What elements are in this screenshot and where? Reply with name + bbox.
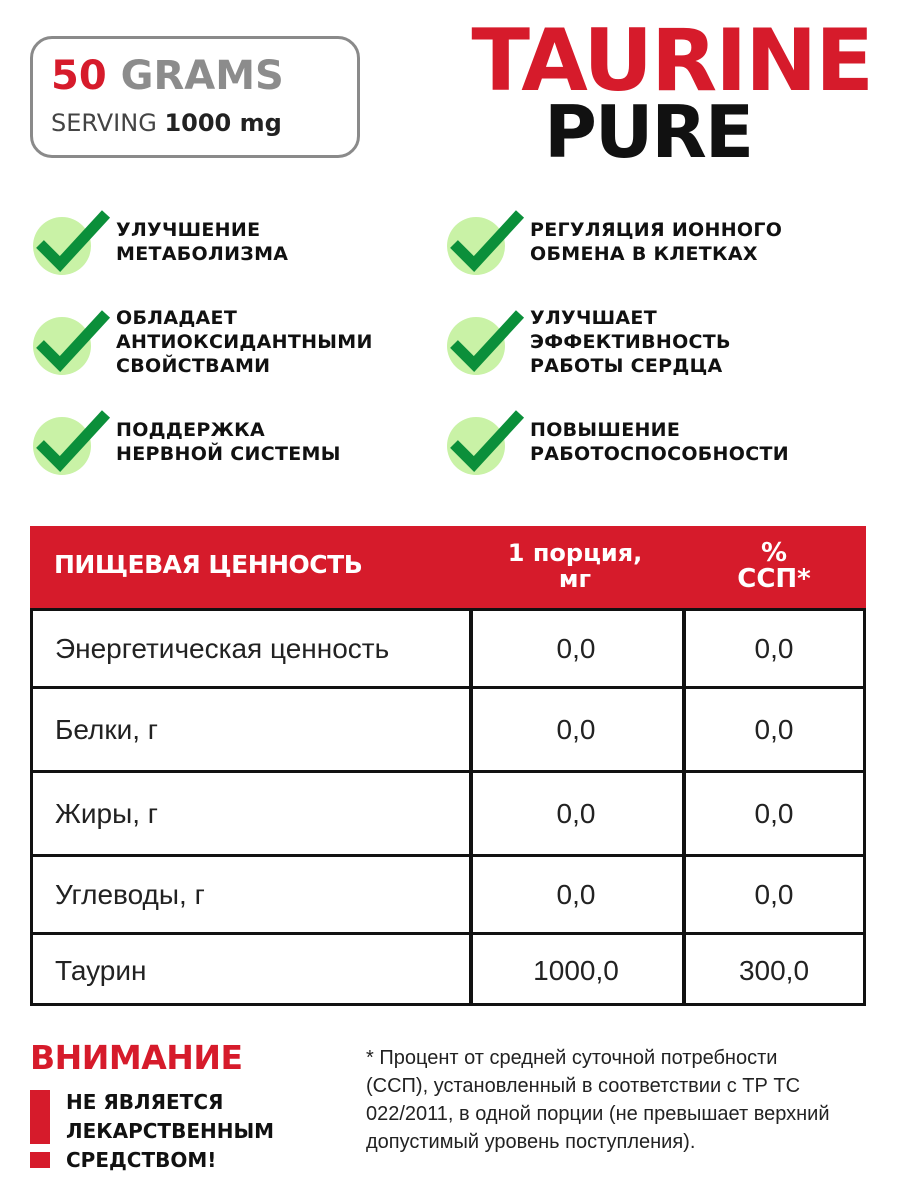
benefit-text: УЛУЧШЕНИЕ МЕТАБОЛИЗМА: [116, 219, 289, 265]
nutrient-percent-value: 0,0: [754, 632, 794, 664]
table-row: [33, 686, 863, 770]
table-row: [33, 932, 863, 1006]
badge-amount: 50: [51, 53, 107, 99]
serving-line: [51, 109, 282, 137]
benefit-item: [444, 306, 731, 378]
product-title: TAURINE: [471, 11, 872, 111]
nutrient-percent-value: 0,0: [754, 878, 794, 910]
product-subtitle: PURE: [544, 90, 752, 174]
benefit-text: ОБЛАДАЕТ АНТИОКСИДАНТНЫМИ СВОЙСТВАМИ: [116, 307, 373, 377]
benefit-item: [444, 406, 789, 478]
table-row: [33, 770, 863, 854]
nutrient-name: Таурин: [55, 954, 147, 986]
badge-unit: GRAMS: [120, 53, 284, 99]
footnote: * Процент от средней суточной потребности (ССП), установленный в соответствии с ТР ТС 022/2011, в одной порции (не превышает верхний допустимый уровень поступления).: [366, 1047, 830, 1153]
badge-amount-line: [51, 53, 284, 99]
nutrition-table: [30, 608, 866, 1006]
benefit-text: ПОВЫШЕНИЕ РАБОТОСПОСОБНОСТИ: [530, 419, 789, 465]
nutrient-name: Энергетическая ценность: [55, 632, 390, 664]
nutrient-percent-value: 300,0: [738, 954, 810, 986]
nutrient-name: Жиры, г: [55, 797, 158, 829]
check-icon: [30, 306, 110, 378]
header-portion: 1 порция, мг: [507, 539, 643, 593]
warning-text: НЕ ЯВЛЯЕТСЯ ЛЕКАРСТВЕННЫМ СРЕДСТВОМ!: [66, 1090, 275, 1172]
nutrient-portion-value: 0,0: [556, 878, 596, 910]
benefit-text: РЕГУЛЯЦИЯ ИОННОГО ОБМЕНА В КЛЕТКАХ: [530, 219, 783, 265]
benefit-text: ПОДДЕРЖКА НЕРВНОЙ СИСТЕМЫ: [116, 419, 341, 465]
header-percent: % ССП*: [737, 538, 811, 594]
serving-dose: 1000 mg: [164, 109, 282, 137]
check-icon: [30, 206, 110, 278]
benefit-item: [30, 206, 288, 278]
benefit-text: УЛУЧШАЕТ ЭФФЕКТИВНОСТЬ РАБОТЫ СЕРДЦА: [530, 307, 731, 377]
header-nutrition-value: ПИЩЕВАЯ ЦЕННОСТЬ: [54, 550, 363, 579]
benefit-item: [30, 406, 341, 478]
nutrient-portion-value: 0,0: [556, 797, 596, 829]
table-row: [33, 854, 863, 932]
nutrient-portion-value: 1000,0: [533, 954, 619, 986]
check-icon: [30, 406, 110, 478]
benefit-item: [30, 306, 373, 378]
exclamation-dot: [30, 1152, 50, 1168]
nutrient-percent-value: 0,0: [754, 713, 794, 745]
exclamation-icon: [30, 1090, 50, 1144]
grams-badge: [30, 36, 360, 158]
nutrient-percent-value: 0,0: [754, 797, 794, 829]
check-icon: [444, 306, 524, 378]
nutrient-name: Белки, г: [55, 713, 159, 745]
check-icon: [444, 206, 524, 278]
benefit-item: [444, 206, 782, 278]
warning-title: ВНИМАНИЕ: [30, 1038, 243, 1077]
serving-label: SERVING: [51, 109, 157, 137]
nutrient-portion-value: 0,0: [556, 632, 596, 664]
nutrient-name: Углеводы, г: [55, 878, 205, 910]
check-icon: [444, 406, 524, 478]
table-row: [33, 608, 863, 686]
nutrient-portion-value: 0,0: [556, 713, 596, 745]
